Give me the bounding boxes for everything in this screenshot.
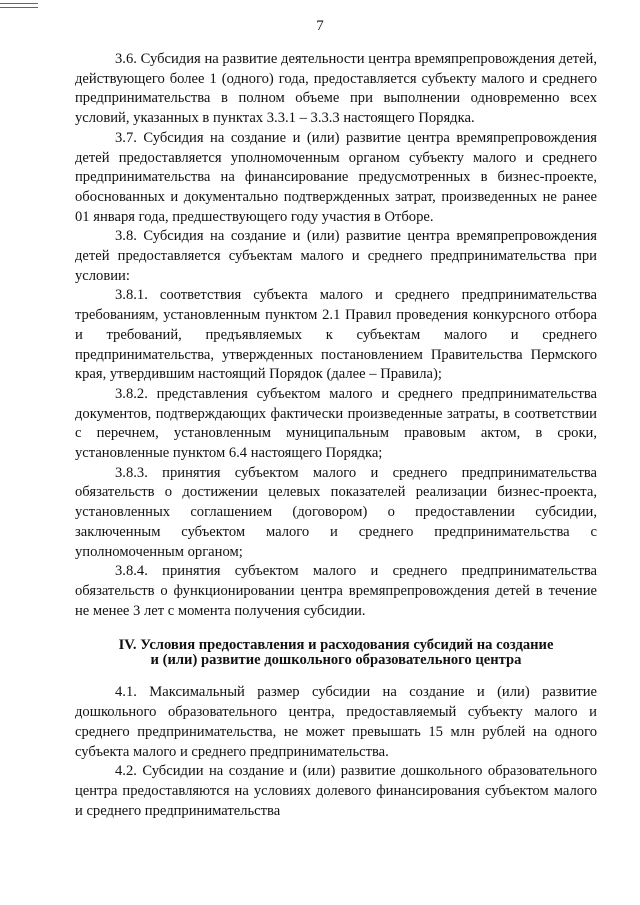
section-heading-line-1: IV. Условия предоставления и расходования субсидий на создание — [118, 637, 554, 654]
paragraph-3-8-1: 3.8.1. соответствия субъекта малого и среднего предпринимательства требованиям, установленным пунктом 2.1 Правил проведения конкурсного отбора и требований, предъявляемых к субъектам малого и среднего предпринимательства, утвержденных постановлением Правительства Пермского края, утвердившим настоящий Порядок (далее – Правила); — [75, 287, 597, 383]
section-heading-line-2: и (или) развитие дошкольного образовательного центра — [150, 652, 522, 669]
paragraph-3-6: 3.6. Субсидия на развитие деятельности центра времяпрепровождения детей, действующего более 1 (одного) года, предоставляется субъекту малого и среднего предпринимательства в полном объеме при выполнении одновременно всех условий, указанных в пунктах 3.3.1 – 3.3.3 настоящего Порядка. — [75, 51, 597, 127]
section-heading-iv — [75, 638, 597, 668]
paragraph-3-8: 3.8. Субсидия на создание и (или) развитие центра времяпрепровождения детей предоставляется субъектам малого и среднего предпринимательства при условии: — [75, 228, 597, 284]
paragraph-3-7: 3.7. Субсидия на создание и (или) развитие центра времяпрепровождения детей предоставляется уполномоченным органом субъекту малого и среднего предпринимательства на финансирование предусмотренных в бизнес-проекте, обоснованных и документально подтвержденных затрат, произведенных не ранее 01 января года, предшествующего году участия в Отборе. — [75, 129, 597, 225]
paragraph-4-2: 4.2. Субсидии на создание и (или) развитие дошкольного образовательного центра предоставляются на условиях долевого финансирования субъектом малого и среднего предпринимательства — [75, 763, 597, 819]
document-body — [75, 50, 597, 821]
corner-line-mark — [0, 3, 38, 8]
page-number: 7 — [316, 18, 324, 34]
paragraph-4-1: 4.1. Максимальный размер субсидии на создание и (или) развитие дошкольного образовательного центра, предоставляемый субъекту малого и среднего предпринимательства, не может превышать 15 млн рублей на одного субъекта малого и среднего предпринимательства. — [75, 684, 597, 760]
paragraph-3-8-2: 3.8.2. представления субъектом малого и среднего предпринимательства документов, подтверждающих фактически произведенные затраты, в соответствии с перечнем, установленным муниципальным правовым актом, в сроки, установленные пунктом 6.4 настоящего Порядка; — [75, 385, 597, 462]
paragraph-3-8-4: 3.8.4. принятия субъектом малого и среднего предпринимательства обязательств о функционировании центра времяпрепровождения детей в течение не менее 3 лет с момента получения субсидии. — [75, 563, 597, 619]
paragraph-3-8-3: 3.8.3. принятия субъектом малого и среднего предпринимательства обязательств о достижении целевых показателей реализации бизнес-проекта, установленных соглашением (договором) о предоставлении субсидии, заключенным субъектом малого и среднего предпринимательства с уполномоченным органом; — [75, 464, 597, 560]
